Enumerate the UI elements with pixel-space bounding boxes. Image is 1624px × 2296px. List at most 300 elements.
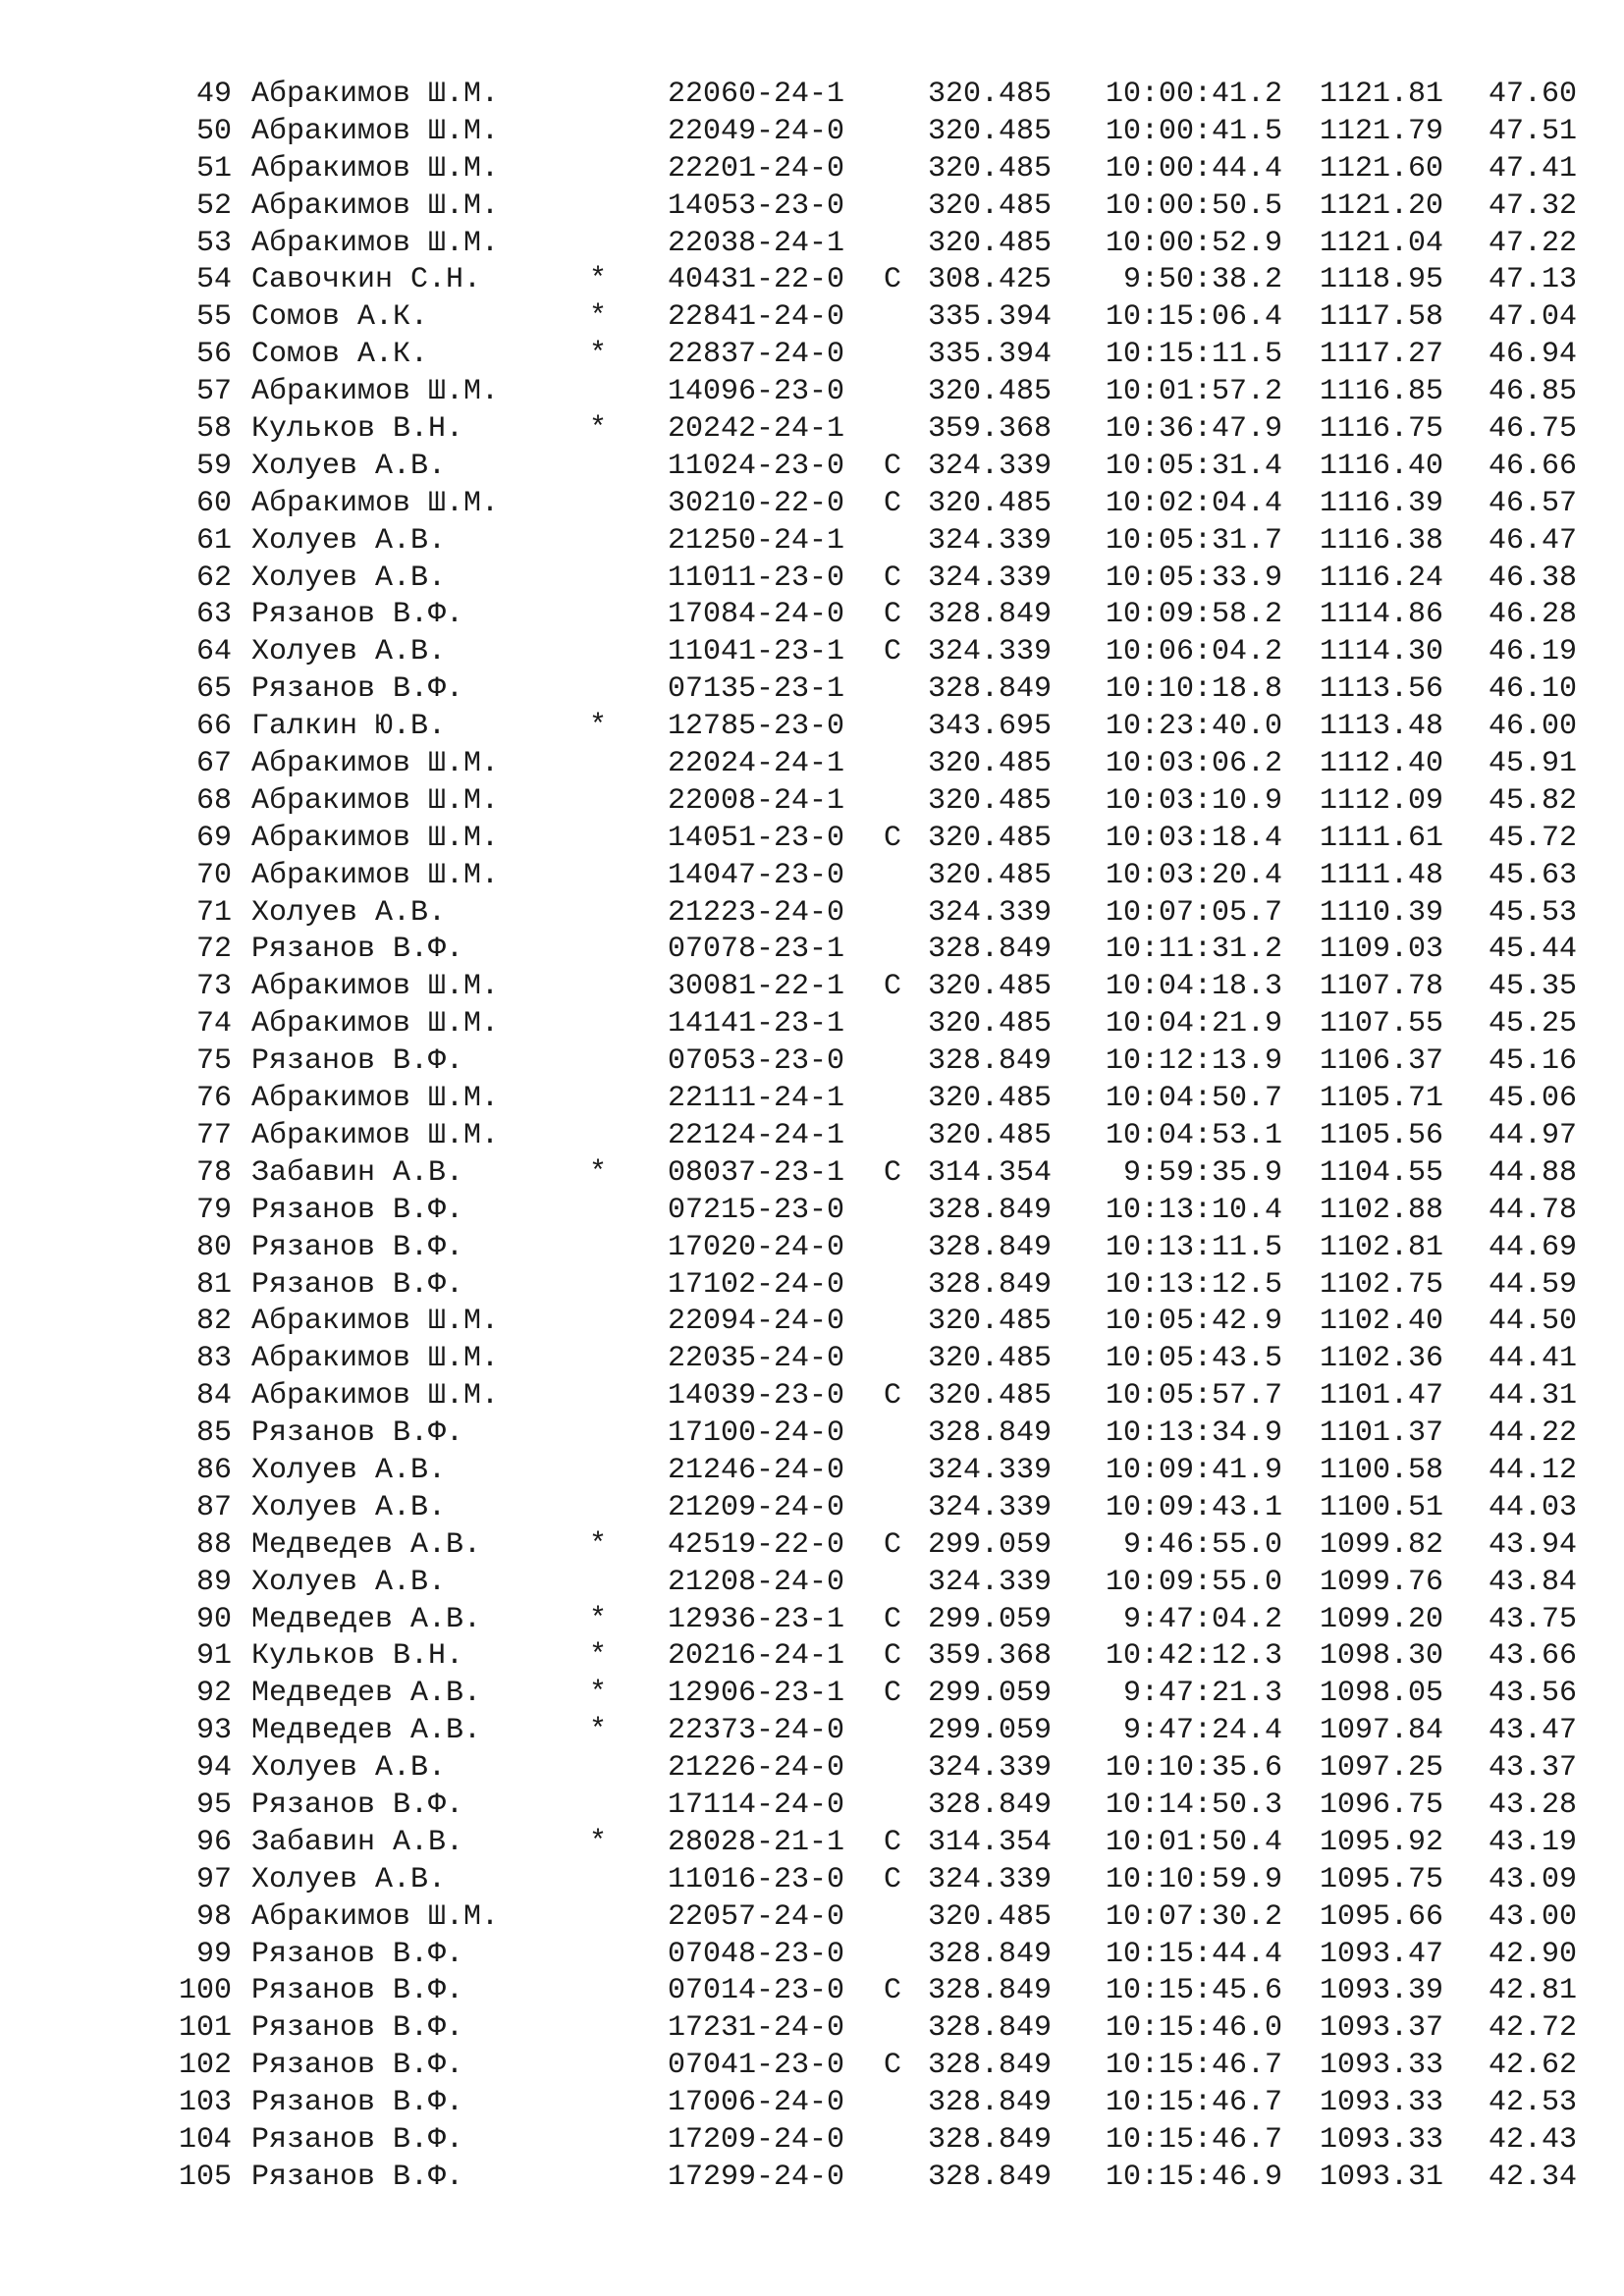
fancier-name: Абракимов Ш.М. [251,114,500,148]
star-marker: * [589,1825,608,1859]
class-marker: C [884,970,902,1004]
ring-number: 07215-23-0 [668,1193,845,1227]
arrival-time: 10:13:10.4 [1105,1193,1282,1227]
points-value: 43.94 [1488,1527,1577,1562]
fancier-name: Забавин А.В. [251,1155,464,1190]
table-row [0,2010,1624,2048]
table-row [0,523,1624,561]
table-row [0,1750,1624,1788]
table-row [0,1081,1624,1118]
distance-value: 320.485 [928,226,1053,260]
arrival-time: 10:09:58.2 [1105,598,1282,632]
fancier-name: Рязанов В.Ф. [251,1788,464,1822]
speed-value: 1106.37 [1319,1044,1443,1079]
fancier-name: Абракимов Ш.М. [251,1379,500,1414]
speed-value: 1121.20 [1319,188,1443,223]
ring-number: 17020-24-0 [668,1230,845,1264]
speed-value: 1093.47 [1319,1937,1443,1971]
points-value: 45.72 [1488,821,1577,855]
points-value: 47.51 [1488,114,1577,148]
class-marker: C [884,1527,902,1562]
speed-value: 1097.25 [1319,1751,1443,1786]
arrival-time: 10:13:11.5 [1105,1230,1282,1264]
table-row [0,932,1624,969]
distance-value: 320.485 [928,188,1053,223]
arrival-time: 9:46:55.0 [1122,1527,1282,1562]
row-number: 71 [195,895,232,930]
speed-value: 1093.31 [1319,2160,1443,2194]
fancier-name: Рязанов В.Ф. [251,2086,464,2120]
arrival-time: 10:42:12.3 [1105,1639,1282,1674]
fancier-name: Абракимов Ш.М. [251,1305,500,1339]
star-marker: * [589,263,608,297]
table-row [0,1862,1624,1899]
speed-value: 1093.39 [1319,1974,1443,2008]
speed-value: 1111.61 [1319,821,1443,855]
distance-value: 299.059 [928,1527,1053,1562]
table-row [0,188,1624,226]
row-number: 79 [195,1193,232,1227]
arrival-time: 10:15:46.7 [1105,2086,1282,2120]
speed-value: 1098.05 [1319,1677,1443,1711]
table-row [0,1713,1624,1750]
ring-number: 21208-24-0 [668,1565,845,1599]
distance-value: 320.485 [928,1342,1053,1376]
arrival-time: 10:03:18.4 [1105,821,1282,855]
fancier-name: Абракимов Ш.М. [251,1899,500,1934]
distance-value: 335.394 [928,300,1053,335]
points-value: 44.69 [1488,1230,1577,1264]
row-number: 92 [195,1677,232,1711]
fancier-name: Абракимов Ш.М. [251,747,500,781]
points-value: 45.91 [1488,747,1577,781]
points-value: 45.44 [1488,933,1577,967]
table-row [0,1453,1624,1490]
points-value: 45.82 [1488,783,1577,818]
class-marker: C [884,449,902,483]
table-row [0,114,1624,151]
ring-number: 14047-23-0 [668,858,845,892]
distance-value: 320.485 [928,151,1053,186]
ring-number: 07048-23-0 [668,1937,845,1971]
ring-number: 42519-22-0 [668,1527,845,1562]
distance-value: 320.485 [928,486,1053,520]
points-value: 42.43 [1488,2122,1577,2157]
ring-number: 07135-23-1 [668,672,845,707]
row-number: 69 [195,821,232,855]
speed-value: 1116.39 [1319,486,1443,520]
arrival-time: 10:00:52.9 [1105,226,1282,260]
row-number: 105 [178,2160,232,2194]
arrival-time: 10:03:10.9 [1105,783,1282,818]
row-number: 82 [195,1305,232,1339]
points-value: 46.85 [1488,375,1577,409]
speed-value: 1112.09 [1319,783,1443,818]
arrival-time: 10:07:30.2 [1105,1899,1282,1934]
table-row [0,1118,1624,1155]
row-number: 58 [195,412,232,447]
distance-value: 324.339 [928,1453,1053,1487]
distance-value: 328.849 [928,1788,1053,1822]
distance-value: 299.059 [928,1602,1053,1636]
fancier-name: Савочкин С.Н. [251,263,482,297]
fancier-name: Абракимов Ш.М. [251,226,500,260]
fancier-name: Рязанов В.Ф. [251,2049,464,2083]
arrival-time: 10:00:44.4 [1105,151,1282,186]
table-row [0,2122,1624,2160]
table-row [0,561,1624,598]
fancier-name: Абракимов Ш.М. [251,375,500,409]
row-number: 56 [195,338,232,372]
row-number: 50 [195,114,232,148]
row-number: 102 [178,2049,232,2083]
row-number: 67 [195,747,232,781]
arrival-time: 10:36:47.9 [1105,412,1282,447]
points-value: 46.19 [1488,635,1577,669]
points-value: 46.28 [1488,598,1577,632]
ring-number: 14039-23-0 [668,1379,845,1414]
arrival-time: 10:13:12.5 [1105,1267,1282,1302]
arrival-time: 10:01:50.4 [1105,1825,1282,1859]
row-number: 55 [195,300,232,335]
row-number: 91 [195,1639,232,1674]
fancier-name: Медведев А.В. [251,1602,482,1636]
ring-number: 21246-24-0 [668,1453,845,1487]
speed-value: 1095.75 [1319,1862,1443,1896]
results-table [0,77,1624,2197]
ring-number: 17114-24-0 [668,1788,845,1822]
row-number: 97 [195,1862,232,1896]
arrival-time: 10:12:13.9 [1105,1044,1282,1079]
ring-number: 30210-22-0 [668,486,845,520]
points-value: 44.88 [1488,1155,1577,1190]
speed-value: 1093.33 [1319,2086,1443,2120]
table-row [0,821,1624,858]
arrival-time: 10:15:46.7 [1105,2049,1282,2083]
distance-value: 320.485 [928,1007,1053,1041]
table-row [0,299,1624,337]
fancier-name: Галкин Ю.В. [251,710,447,744]
fancier-name: Абракимов Ш.М. [251,1342,500,1376]
table-row [0,1230,1624,1267]
table-row [0,337,1624,374]
speed-value: 1095.66 [1319,1899,1443,1934]
arrival-time: 9:59:35.9 [1122,1155,1282,1190]
fancier-name: Сомов А.К. [251,338,429,372]
arrival-time: 10:09:43.1 [1105,1490,1282,1524]
distance-value: 343.695 [928,710,1053,744]
row-number: 70 [195,858,232,892]
fancier-name: Рязанов В.Ф. [251,1937,464,1971]
speed-value: 1116.75 [1319,412,1443,447]
row-number: 104 [178,2122,232,2157]
ring-number: 22094-24-0 [668,1305,845,1339]
arrival-time: 10:04:18.3 [1105,970,1282,1004]
speed-value: 1121.79 [1319,114,1443,148]
ring-number: 21250-24-1 [668,523,845,558]
arrival-time: 10:10:59.9 [1105,1862,1282,1896]
arrival-time: 10:11:31.2 [1105,933,1282,967]
row-number: 54 [195,263,232,297]
speed-value: 1111.48 [1319,858,1443,892]
fancier-name: Абракимов Ш.М. [251,821,500,855]
points-value: 44.22 [1488,1416,1577,1451]
arrival-time: 10:04:53.1 [1105,1118,1282,1152]
row-number: 66 [195,710,232,744]
points-value: 42.34 [1488,2160,1577,2194]
table-row [0,671,1624,709]
distance-value: 324.339 [928,895,1053,930]
speed-value: 1116.24 [1319,561,1443,595]
distance-value: 299.059 [928,1714,1053,1748]
arrival-time: 10:01:57.2 [1105,375,1282,409]
speed-value: 1105.71 [1319,1082,1443,1116]
speed-value: 1107.55 [1319,1007,1443,1041]
table-row [0,746,1624,783]
arrival-time: 10:10:18.8 [1105,672,1282,707]
row-number: 94 [195,1751,232,1786]
speed-value: 1121.04 [1319,226,1443,260]
points-value: 43.56 [1488,1677,1577,1711]
distance-value: 324.339 [928,561,1053,595]
row-number: 62 [195,561,232,595]
distance-value: 324.339 [928,1490,1053,1524]
speed-value: 1093.33 [1319,2122,1443,2157]
arrival-time: 10:00:50.5 [1105,188,1282,223]
class-marker: C [884,561,902,595]
ring-number: 22111-24-1 [668,1082,845,1116]
speed-value: 1099.82 [1319,1527,1443,1562]
arrival-time: 10:15:46.7 [1105,2122,1282,2157]
row-number: 100 [178,1974,232,2008]
points-value: 46.57 [1488,486,1577,520]
points-value: 45.16 [1488,1044,1577,1079]
distance-value: 335.394 [928,338,1053,372]
distance-value: 320.485 [928,821,1053,855]
row-number: 64 [195,635,232,669]
table-row [0,1973,1624,2010]
fancier-name: Абракимов Ш.М. [251,1118,500,1152]
points-value: 43.19 [1488,1825,1577,1859]
table-row [0,226,1624,263]
table-row [0,858,1624,895]
speed-value: 1102.40 [1319,1305,1443,1339]
speed-value: 1104.55 [1319,1155,1443,1190]
arrival-time: 10:05:42.9 [1105,1305,1282,1339]
distance-value: 299.059 [928,1677,1053,1711]
ring-number: 17006-24-0 [668,2086,845,2120]
arrival-time: 10:15:46.0 [1105,2011,1282,2046]
ring-number: 17231-24-0 [668,2011,845,2046]
fancier-name: Рязанов В.Ф. [251,672,464,707]
table-row [0,1043,1624,1081]
table-row [0,1899,1624,1937]
points-value: 42.90 [1488,1937,1577,1971]
ring-number: 12785-23-0 [668,710,845,744]
points-value: 46.10 [1488,672,1577,707]
speed-value: 1114.86 [1319,598,1443,632]
points-value: 44.97 [1488,1118,1577,1152]
speed-value: 1102.36 [1319,1342,1443,1376]
speed-value: 1102.81 [1319,1230,1443,1264]
ring-number: 11024-23-0 [668,449,845,483]
class-marker: C [884,1825,902,1859]
table-row [0,2048,1624,2085]
distance-value: 328.849 [928,933,1053,967]
arrival-time: 10:15:45.6 [1105,1974,1282,2008]
fancier-name: Абракимов Ш.М. [251,970,500,1004]
ring-number: 14141-23-1 [668,1007,845,1041]
fancier-name: Холуев А.В. [251,449,447,483]
arrival-time: 10:00:41.5 [1105,114,1282,148]
ring-number: 17100-24-0 [668,1416,845,1451]
star-marker: * [589,1677,608,1711]
fancier-name: Абракимов Ш.М. [251,78,500,111]
row-number: 68 [195,783,232,818]
table-row [0,709,1624,746]
class-marker: C [884,1155,902,1190]
table-row [0,1788,1624,1825]
fancier-name: Холуев А.В. [251,1862,447,1896]
fancier-name: Абракимов Ш.М. [251,858,500,892]
distance-value: 324.339 [928,1862,1053,1896]
distance-value: 320.485 [928,1899,1053,1934]
speed-value: 1117.27 [1319,338,1443,372]
distance-value: 328.849 [928,1974,1053,2008]
arrival-time: 10:04:50.7 [1105,1082,1282,1116]
ring-number: 22060-24-1 [668,78,845,111]
points-value: 42.72 [1488,2011,1577,2046]
distance-value: 328.849 [928,1230,1053,1264]
row-number: 51 [195,151,232,186]
table-row [0,1565,1624,1602]
row-number: 65 [195,672,232,707]
row-number: 103 [178,2086,232,2120]
fancier-name: Холуев А.В. [251,1565,447,1599]
speed-value: 1101.47 [1319,1379,1443,1414]
ring-number: 21226-24-0 [668,1751,845,1786]
points-value: 46.94 [1488,338,1577,372]
table-row [0,1155,1624,1193]
table-row [0,77,1624,114]
points-value: 43.37 [1488,1751,1577,1786]
table-row [0,1006,1624,1043]
fancier-name: Холуев А.В. [251,1751,447,1786]
arrival-time: 10:03:06.2 [1105,747,1282,781]
class-marker: C [884,486,902,520]
ring-number: 22837-24-0 [668,338,845,372]
distance-value: 320.485 [928,783,1053,818]
arrival-time: 10:13:34.9 [1105,1416,1282,1451]
ring-number: 17209-24-0 [668,2122,845,2157]
fancier-name: Абракимов Ш.М. [251,486,500,520]
distance-value: 328.849 [928,1044,1053,1079]
arrival-time: 10:03:20.4 [1105,858,1282,892]
ring-number: 22841-24-0 [668,300,845,335]
speed-value: 1098.30 [1319,1639,1443,1674]
arrival-time: 10:09:55.0 [1105,1565,1282,1599]
star-marker: * [589,1639,608,1674]
ring-number: 12936-23-1 [668,1602,845,1636]
fancier-name: Холуев А.В. [251,1490,447,1524]
distance-value: 324.339 [928,523,1053,558]
distance-value: 320.485 [928,747,1053,781]
row-number: 75 [195,1044,232,1079]
fancier-name: Рязанов В.Ф. [251,2122,464,2157]
ring-number: 28028-21-1 [668,1825,845,1859]
row-number: 90 [195,1602,232,1636]
fancier-name: Рязанов В.Ф. [251,598,464,632]
fancier-name: Медведев А.В. [251,1714,482,1748]
arrival-time: 10:06:04.2 [1105,635,1282,669]
ring-number: 22201-24-0 [668,151,845,186]
distance-value: 328.849 [928,1937,1053,1971]
fancier-name: Рязанов В.Ф. [251,933,464,967]
speed-value: 1113.56 [1319,672,1443,707]
star-marker: * [589,1155,608,1190]
table-row [0,597,1624,634]
ring-number: 22373-24-0 [668,1714,845,1748]
speed-value: 1116.38 [1319,523,1443,558]
ring-number: 14053-23-0 [668,188,845,223]
ring-number: 11041-23-1 [668,635,845,669]
speed-value: 1116.85 [1319,375,1443,409]
points-value: 45.35 [1488,970,1577,1004]
points-value: 43.28 [1488,1788,1577,1822]
table-row [0,151,1624,188]
arrival-time: 10:10:35.6 [1105,1751,1282,1786]
table-row [0,1638,1624,1676]
arrival-time: 10:05:31.4 [1105,449,1282,483]
ring-number: 11016-23-0 [668,1862,845,1896]
row-number: 81 [195,1267,232,1302]
fancier-name: Рязанов В.Ф. [251,2011,464,2046]
speed-value: 1095.92 [1319,1825,1443,1859]
ring-number: 17299-24-0 [668,2160,845,2194]
points-value: 45.25 [1488,1007,1577,1041]
ring-number: 07078-23-1 [668,933,845,967]
row-number: 53 [195,226,232,260]
points-value: 47.32 [1488,188,1577,223]
row-number: 80 [195,1230,232,1264]
arrival-time: 10:00:41.2 [1105,78,1282,111]
points-value: 46.66 [1488,449,1577,483]
ring-number: 17084-24-0 [668,598,845,632]
arrival-time: 10:15:44.4 [1105,1937,1282,1971]
speed-value: 1101.37 [1319,1416,1443,1451]
fancier-name: Абракимов Ш.М. [251,188,500,223]
points-value: 46.00 [1488,710,1577,744]
fancier-name: Холуев А.В. [251,523,447,558]
row-number: 88 [195,1527,232,1562]
distance-value: 314.354 [928,1155,1053,1190]
points-value: 45.53 [1488,895,1577,930]
fancier-name: Холуев А.В. [251,635,447,669]
speed-value: 1105.56 [1319,1118,1443,1152]
row-number: 61 [195,523,232,558]
fancier-name: Забавин А.В. [251,1825,464,1859]
points-value: 46.38 [1488,561,1577,595]
arrival-time: 10:07:05.7 [1105,895,1282,930]
class-marker: C [884,1974,902,2008]
fancier-name: Абракимов Ш.М. [251,1007,500,1041]
points-value: 46.75 [1488,412,1577,447]
row-number: 57 [195,375,232,409]
table-row [0,1267,1624,1305]
arrival-time: 9:47:24.4 [1122,1714,1282,1748]
ring-number: 20216-24-1 [668,1639,845,1674]
arrival-time: 10:02:04.4 [1105,486,1282,520]
